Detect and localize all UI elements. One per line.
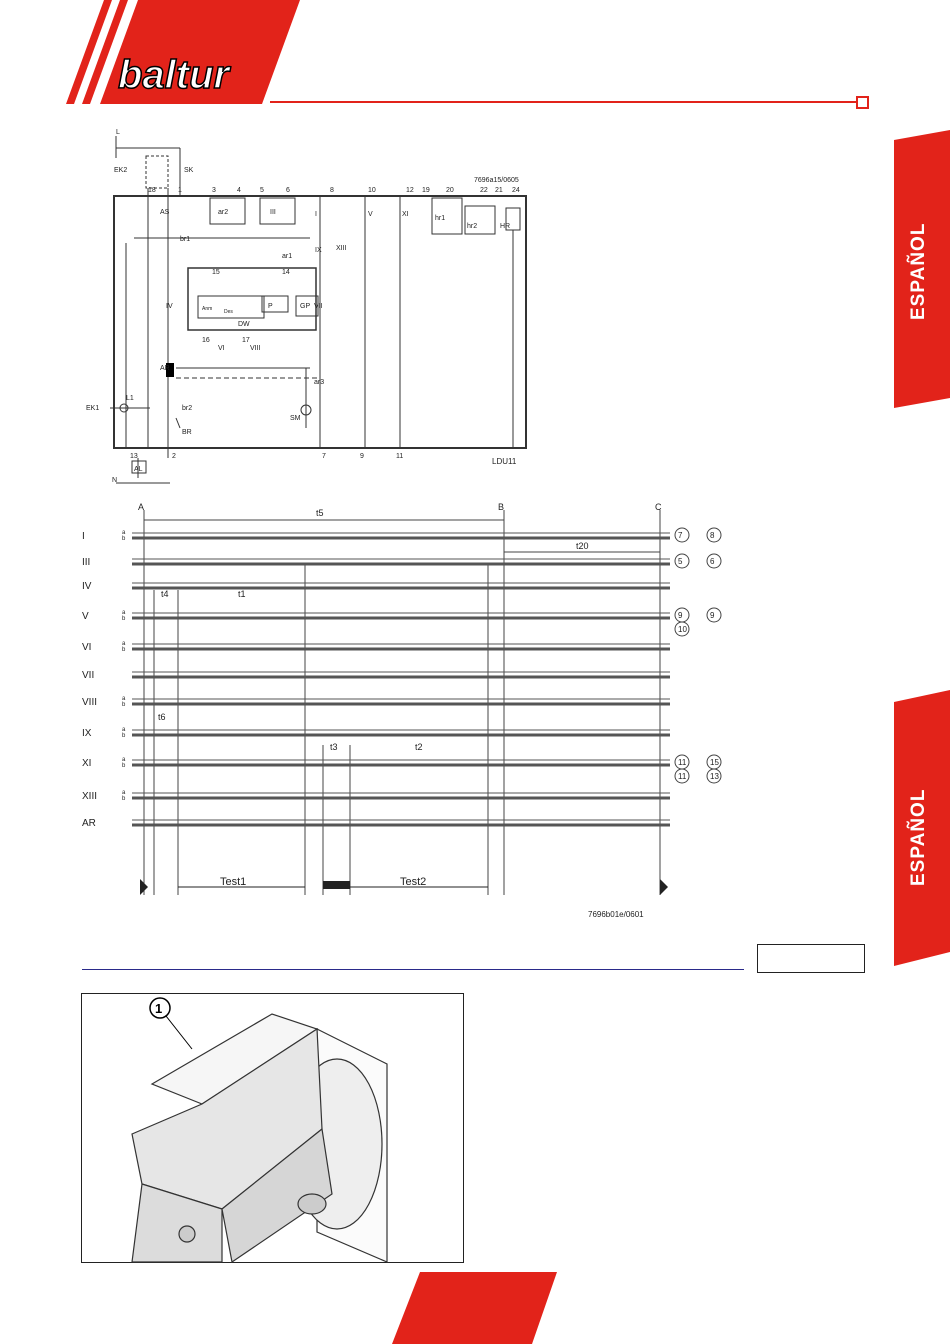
terminal-label: 4 — [237, 187, 241, 194]
contact-ab: a — [122, 757, 126, 763]
terminal-label: 21 — [495, 187, 503, 194]
terminal-number: 9 — [710, 611, 715, 620]
contact-ab: b — [122, 702, 126, 708]
schem-label: P — [268, 303, 273, 310]
marker-label: C — [655, 502, 662, 512]
schem-label: AL — [134, 466, 143, 473]
timing-diagram — [82, 495, 760, 925]
contact-ab: a — [122, 610, 126, 616]
language-tab-label: ESPAÑOL — [908, 788, 929, 886]
contact-ab: a — [122, 530, 126, 536]
schem-label: 17 — [242, 337, 250, 344]
language-tab-label: ESPAÑOL — [908, 222, 929, 320]
schem-label: 15 — [212, 269, 220, 276]
time-label: t5 — [316, 508, 324, 518]
time-label: t1 — [238, 589, 246, 599]
wiring-schematic — [86, 128, 540, 488]
terminal-label: 1 — [178, 187, 182, 194]
baltur-logo — [60, 0, 300, 104]
schem-label: hr2 — [467, 223, 478, 230]
schem-label: L — [116, 129, 120, 136]
schem-label: IX — [315, 247, 322, 254]
time-label: t4 — [161, 589, 169, 599]
schem-label: AR — [160, 365, 170, 372]
schem-label: HR — [500, 223, 511, 230]
terminal-label: 9 — [360, 453, 364, 460]
contact-ab: a — [122, 727, 126, 733]
schem-label: III — [270, 209, 276, 216]
schem-label: SM — [290, 415, 301, 422]
terminal-label: 20 — [446, 187, 454, 194]
contact-ab: b — [122, 796, 126, 802]
row-label: VII — [82, 670, 95, 681]
schem-label: 14 — [282, 269, 290, 276]
terminal-label: 3 — [212, 187, 216, 194]
schem-label: IV — [166, 303, 173, 310]
terminal-label: 8 — [330, 187, 334, 194]
terminal-label: 6 — [286, 187, 290, 194]
schem-label: br2 — [182, 405, 193, 412]
schem-label: Des — [224, 309, 233, 315]
row-label: XIII — [82, 791, 98, 802]
schem-label: L1 — [126, 395, 134, 402]
schem-label: V — [368, 211, 373, 218]
row-label: VIII — [82, 697, 98, 708]
section-rule — [82, 969, 744, 970]
brand-name: baltur — [118, 53, 230, 97]
schem-label: br1 — [180, 236, 191, 243]
test-label: Test2 — [400, 876, 427, 888]
schematic-model: LDU11 — [492, 457, 517, 466]
schem-label: VI — [218, 345, 225, 352]
contact-ab: b — [122, 616, 126, 622]
schem-label: XIII — [336, 245, 347, 252]
schem-label: ar2 — [218, 209, 229, 216]
marker-label: B — [498, 502, 505, 512]
terminal-number: 10 — [678, 625, 687, 634]
schem-label: N — [112, 477, 118, 484]
row-label: XI — [82, 758, 92, 769]
schem-label: ar1 — [282, 253, 293, 260]
terminal-number: 11 — [678, 758, 687, 767]
terminal-number: 7 — [678, 531, 683, 540]
reference-box — [757, 944, 865, 973]
schem-label: XI — [402, 211, 409, 218]
contact-ab: a — [122, 641, 126, 647]
contact-ab: b — [122, 536, 126, 542]
schem-label: hr1 — [435, 215, 446, 222]
contact-ab: b — [122, 647, 126, 653]
callout-number: 1 — [155, 1001, 163, 1016]
row-label: V — [82, 611, 89, 622]
contact-ab: b — [122, 733, 126, 739]
terminal-number: 5 — [678, 557, 683, 566]
terminal-label: 10 — [368, 187, 376, 194]
terminal-number: 13 — [710, 772, 719, 781]
row-label: IV — [82, 581, 92, 592]
terminal-label: 12 — [406, 187, 414, 194]
schem-label: VII — [314, 303, 323, 310]
burner-drawing — [82, 994, 463, 1262]
row-label: I — [82, 531, 85, 542]
terminal-label: 24 — [512, 187, 520, 194]
terminal-number: 9 — [678, 611, 683, 620]
schematic-code: 7696a15/0605 — [474, 177, 519, 184]
header-square — [856, 96, 869, 109]
time-label: t20 — [576, 541, 589, 551]
page-number-tab — [392, 1272, 557, 1344]
terminal-number: 11 — [678, 772, 687, 781]
time-label: t2 — [415, 742, 423, 752]
row-label: III — [82, 557, 91, 568]
terminal-number: 15 — [710, 758, 719, 767]
contact-ab: b — [122, 763, 126, 769]
row-label: VI — [82, 642, 92, 653]
terminal-label: 18 — [148, 187, 156, 194]
test-label: Test1 — [220, 876, 247, 888]
terminal-label: 5 — [260, 187, 264, 194]
terminal-label: 2 — [172, 453, 176, 460]
row-label: IX — [82, 728, 92, 739]
terminal-label: 22 — [480, 187, 488, 194]
burner-illustration — [81, 993, 464, 1263]
schem-label: SK — [184, 167, 194, 174]
marker-label: A — [138, 502, 145, 512]
terminal-label: 19 — [422, 187, 430, 194]
time-label: t6 — [158, 712, 166, 722]
terminal-number: 6 — [710, 557, 715, 566]
schem-label: AS — [160, 209, 170, 216]
row-label: AR — [82, 818, 96, 829]
schem-label: 16 — [202, 337, 210, 344]
schem-label: EK1 — [86, 405, 100, 412]
time-label: t3 — [330, 742, 338, 752]
timing-code: 7696b01e/0601 — [588, 910, 644, 919]
schem-label: I — [315, 211, 317, 218]
contact-ab: a — [122, 696, 126, 702]
schem-label: DW — [238, 321, 250, 328]
schem-label: VIII — [250, 345, 261, 352]
terminal-label: 13 — [130, 453, 138, 460]
schem-label: BR — [182, 429, 192, 436]
schem-label: Anm — [202, 306, 213, 312]
header-rule — [270, 101, 858, 103]
schem-label: GP — [300, 303, 311, 310]
terminal-number: 8 — [710, 531, 715, 540]
contact-ab: a — [122, 790, 126, 796]
schem-label: EK2 — [114, 167, 128, 174]
schem-label: ar3 — [314, 379, 325, 386]
terminal-label: 7 — [322, 453, 326, 460]
terminal-label: 11 — [396, 453, 404, 460]
